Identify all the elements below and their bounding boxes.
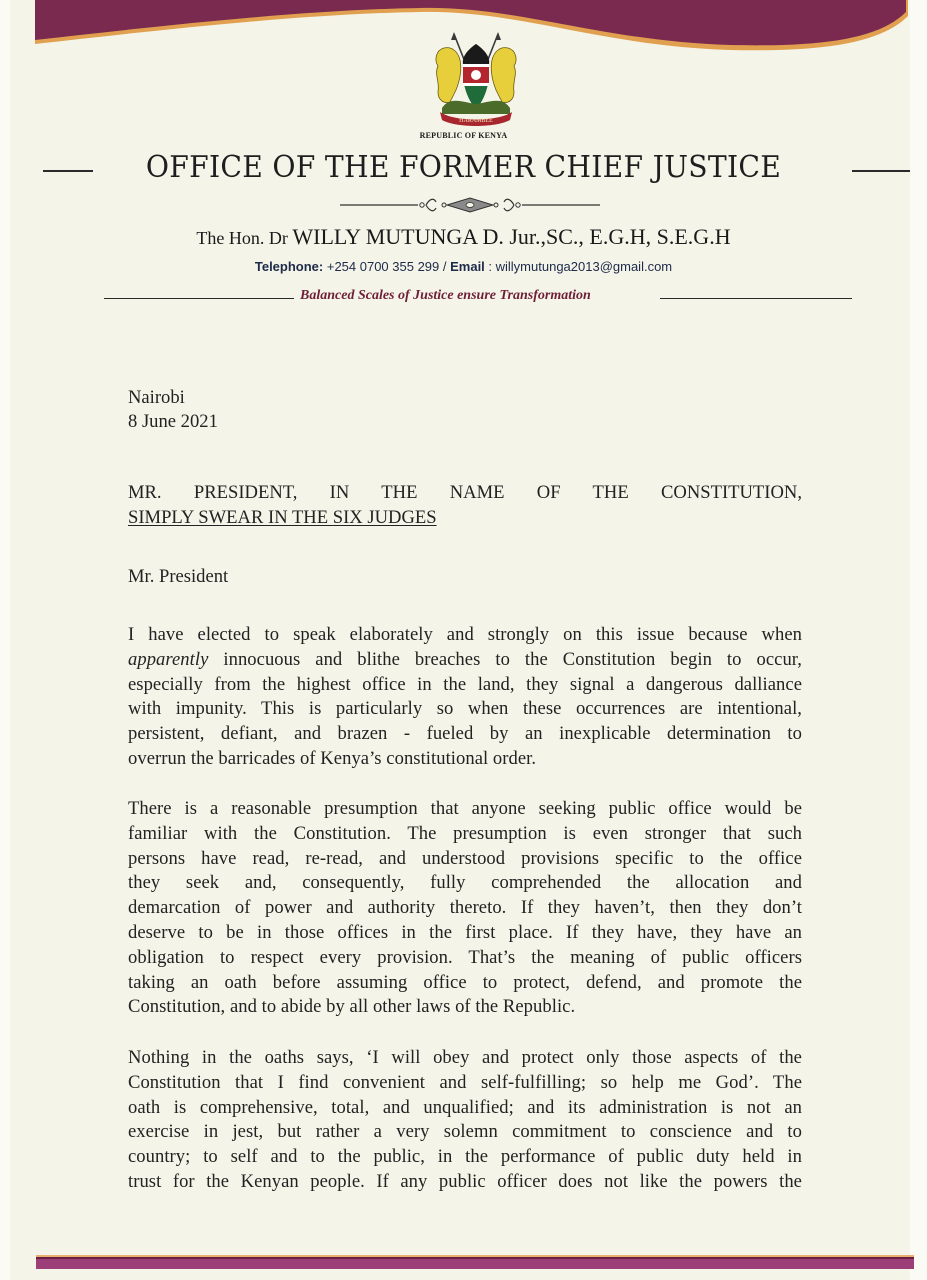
footer-dark-stripe <box>36 1257 914 1259</box>
holder-titles: D. Jur.,SC., E.G.H, S.E.G.H <box>476 224 731 249</box>
paragraph-line: demarcation of power and authority thereto. If they haven’t, then they don’t <box>128 897 802 919</box>
date: 8 June 2021 <box>128 411 218 432</box>
paragraph-line: There is a reasonable presumption that anyone seeking public office would be <box>128 798 802 819</box>
holder-name-line <box>0 224 927 250</box>
emblem-motto: HARAMBEE <box>459 118 493 124</box>
paragraph-line: persistent, defiant, and brazen - fueled by an inexplicable determination to <box>128 723 802 745</box>
telephone-value: +254 0700 355 299 / <box>323 259 451 274</box>
footer-maroon-stripe <box>36 1259 914 1269</box>
place: Nairobi <box>128 387 185 408</box>
paragraph-line: obligation to respect every provision. That’s the meaning of public officers <box>128 946 802 968</box>
subject-heading <box>128 480 802 530</box>
paragraph-line: I have elected to speak elaborately and strongly on this issue because when <box>128 624 802 645</box>
telephone-label: Telephone: <box>254 259 324 274</box>
paragraph-1 <box>128 623 802 772</box>
footer-bar <box>36 1255 914 1269</box>
paragraph-line: deserve to be in those offices in the first place. If they have, they have an <box>128 921 802 943</box>
flourish-divider-icon <box>340 194 600 216</box>
paragraph-line: persons have read, re-read, and understood provisions specific to the office <box>128 847 802 869</box>
motto-row <box>0 288 927 308</box>
subject-line-1: MR. PRESIDENT, IN THE NAME OF THE CONSTITUTION, <box>128 482 802 503</box>
paragraph-line: familiar with the Constitution. The presumption is even stronger that such <box>128 822 802 844</box>
paragraph-line: country; to self and to the public, in the performance of public duty held in <box>128 1146 802 1168</box>
footer-gold-stripe <box>36 1255 914 1257</box>
paragraph-line <box>128 648 802 673</box>
subject-line-2: SIMPLY SWEAR IN THE SIX JUDGES <box>128 507 437 528</box>
republic-label: REPUBLIC OF KENYA <box>419 131 508 140</box>
paragraph-2 <box>128 797 802 1020</box>
contact-line <box>0 259 927 274</box>
motto-rule-right <box>660 298 852 299</box>
paragraph-line: they seek and, consequently, fully comprehended the allocation and <box>128 872 802 894</box>
title-rule-right <box>852 170 910 172</box>
paragraph-line: trust for the Kenyan people. If any public officer does not like the powers the <box>128 1170 802 1192</box>
salutation: Mr. President <box>128 566 229 587</box>
paragraph-line-text: innocuous and blithe breaches to the Constitution begin to occur, <box>208 648 802 670</box>
kenya-coat-of-arms-icon <box>424 30 528 130</box>
email-label: Email <box>450 259 485 274</box>
honorific: The Hon. Dr <box>196 228 293 248</box>
office-title-row <box>0 148 927 192</box>
office-title: OFFICE OF THE FORMER CHIEF JUSTICE <box>145 150 782 185</box>
paragraph-line: exercise in jest, but rather a very solemn commitment to conscience and to <box>128 1121 802 1143</box>
email-value[interactable]: : willymutunga2013@gmail.com <box>484 259 673 274</box>
place-date-block <box>128 386 802 434</box>
paragraph-line: with impunity. This is particularly so when these occurrences are intentional, <box>128 698 802 720</box>
paragraph-3 <box>128 1046 802 1195</box>
paragraph-line: especially from the highest office in the land, they signal a dangerous dalliance <box>128 673 802 695</box>
motto-rule-left <box>104 298 294 299</box>
paragraph-line: Constitution, and to abide by all other laws of the Republic. <box>128 996 576 1018</box>
paragraph-line: oath is comprehensive, total, and unqualified; and its administration is not an <box>128 1096 802 1118</box>
paragraph-line: Constitution that I find convenient and self-fulfilling; so help me God’. The <box>128 1071 802 1093</box>
emphasis-word: apparently <box>128 648 209 670</box>
holder-name: WILLY MUTUNGA <box>292 224 477 249</box>
paragraph-line: taking an oath before assuming office to protect, defend, and promote the <box>128 971 802 993</box>
paragraph-line: Nothing in the oaths says, ‘I will obey and protect only those aspects of the <box>128 1047 802 1068</box>
paragraph-line: overrun the barricades of Kenya’s constitutional order. <box>128 747 537 769</box>
motto: Balanced Scales of Justice ensure Transformation <box>300 288 591 303</box>
